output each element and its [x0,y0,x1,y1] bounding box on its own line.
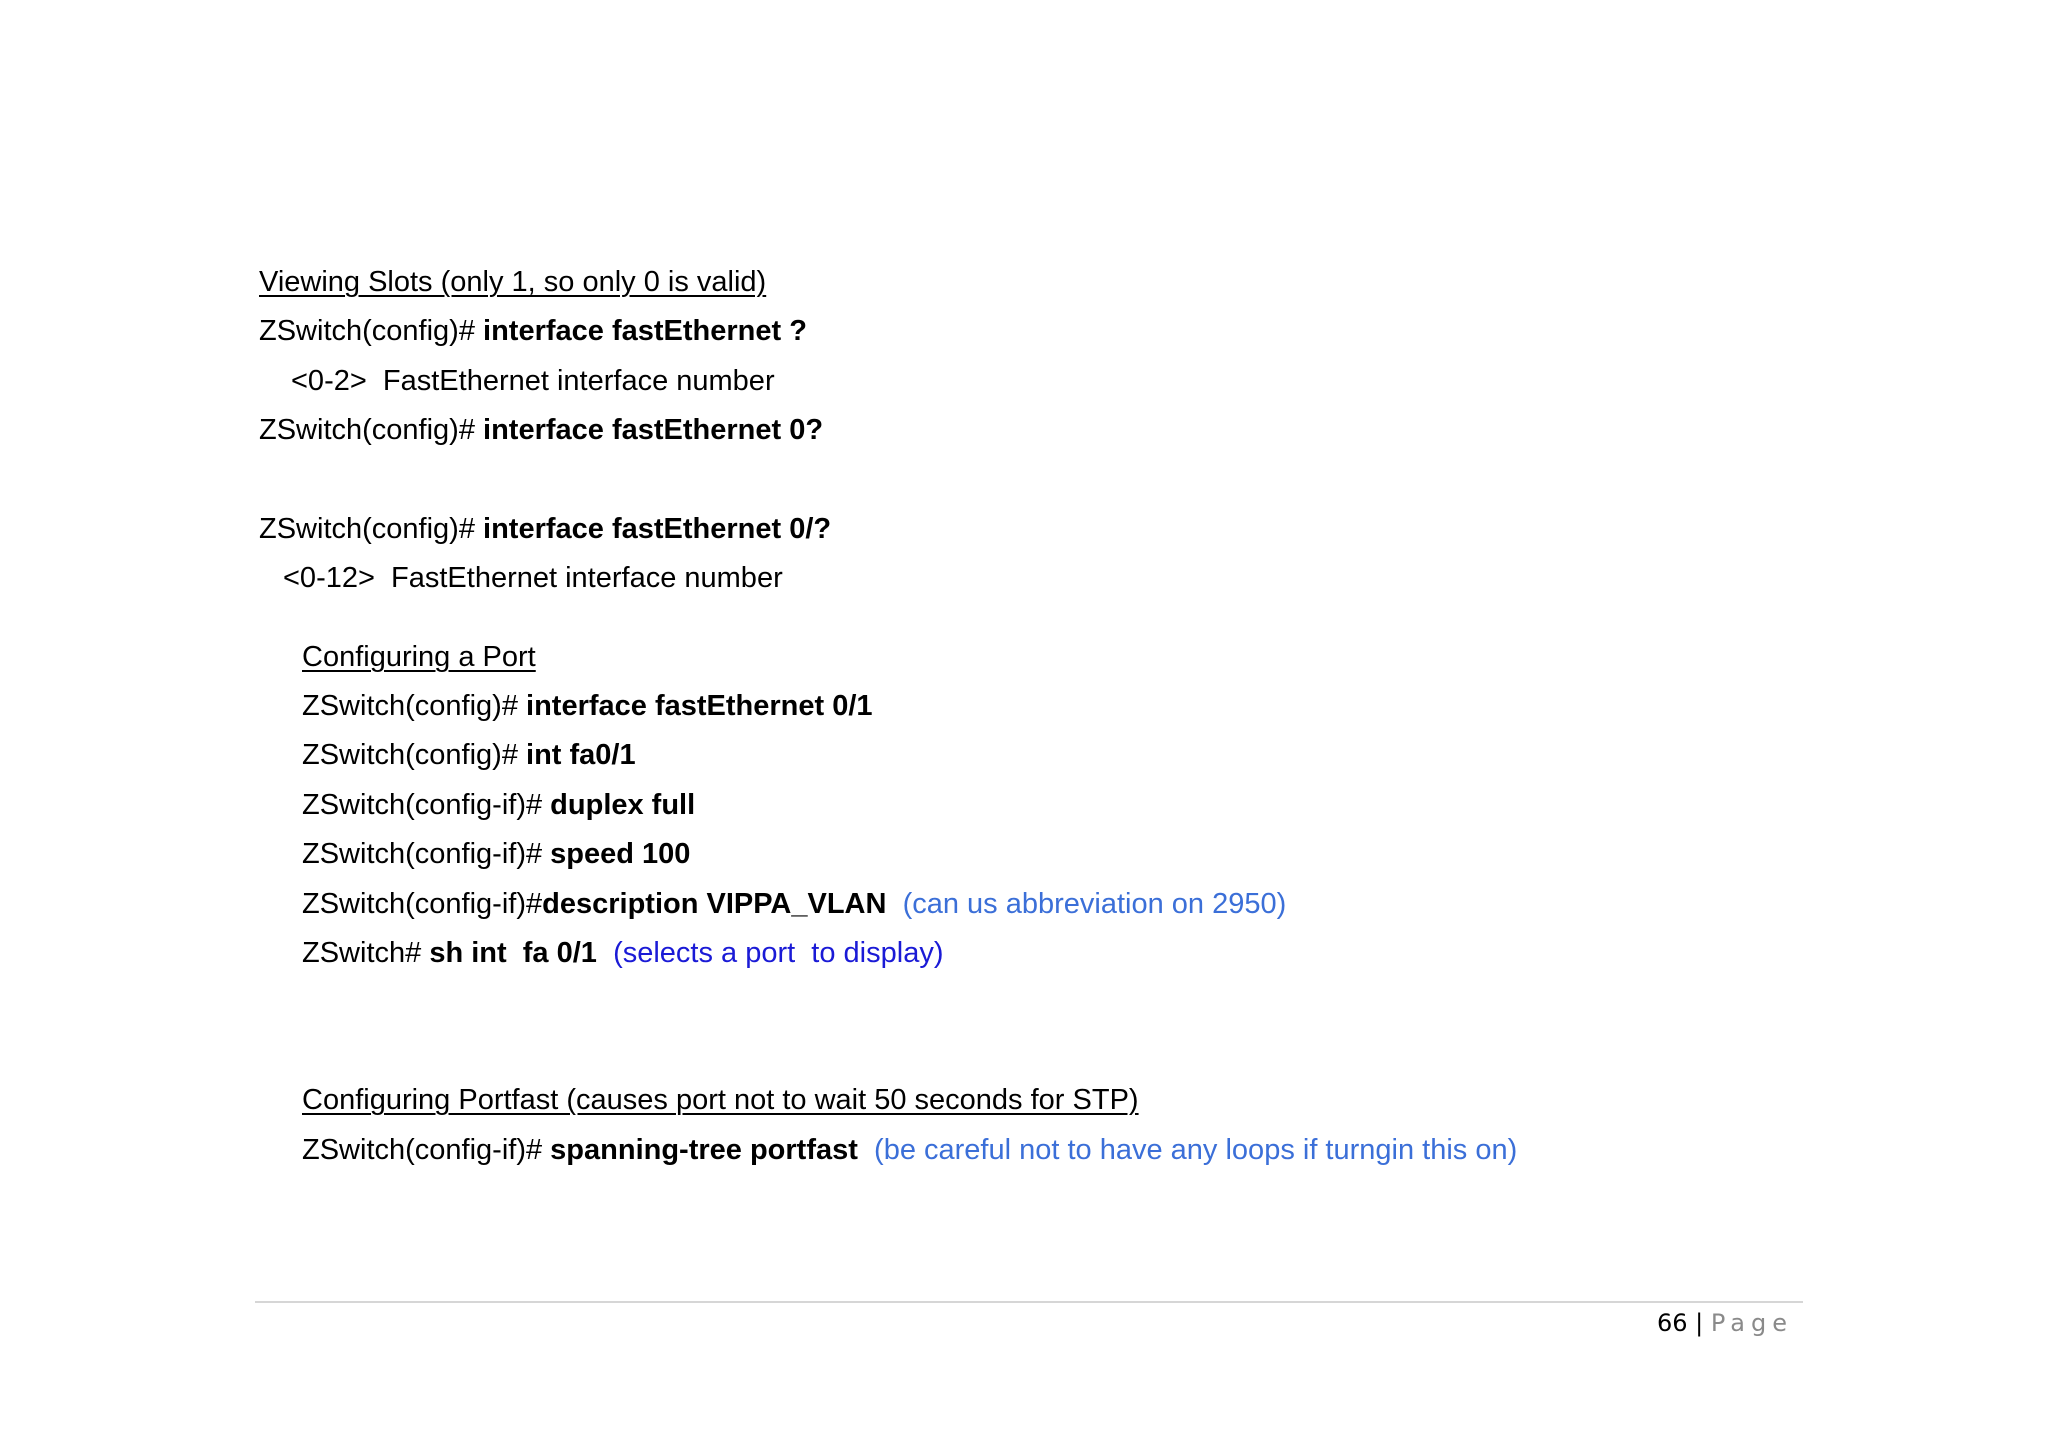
cli-command: interface fastEthernet 0/? [483,513,832,545]
port-line-4 [302,837,690,871]
cli-prompt: ZSwitch(config)# [259,414,484,446]
slots-line-3 [259,512,831,546]
cli-prompt: ZSwitch(config)# [302,739,527,771]
page-footer [1657,1307,1793,1339]
port-line-3 [302,788,695,822]
cli-note: (can us abbreviation on 2950) [902,888,1287,920]
cli-prompt: ZSwitch(config-if)# [302,838,551,870]
page-label: Page [1710,1309,1793,1337]
slots-output-1: <0-2> FastEthernet interface number [291,365,775,397]
slots-output-2: <0-12> FastEthernet interface number [283,562,783,594]
port-line-2 [302,738,636,772]
cli-prompt: ZSwitch(config-if)# [302,789,551,821]
port-line-1 [302,689,873,723]
cli-prompt: ZSwitch# [302,937,430,969]
port-line-6 [302,936,943,970]
footer-divider [255,1301,1803,1303]
cli-prompt: ZSwitch(config)# [259,513,484,545]
cli-command: description VIPPA_VLAN [542,888,887,920]
slots-line-2 [259,413,823,447]
cli-command: interface fastEthernet ? [483,315,807,347]
cli-command: spanning-tree portfast [550,1134,858,1166]
cli-command: interface fastEthernet 0? [483,414,824,446]
portfast-heading: Configuring Portfast (causes port not to wait 50 seconds for STP) [302,1084,1139,1116]
page-number: 66 [1657,1309,1688,1337]
cli-note: (be careful not to have any loops if turngin this on) [874,1134,1518,1166]
cli-prompt: ZSwitch(config)# [259,315,484,347]
cli-prompt: ZSwitch(config)# [302,690,527,722]
cli-command: duplex full [550,789,696,821]
portfast-line-1 [302,1133,1517,1167]
cli-command: sh int fa 0/1 [429,937,597,969]
cli-prompt: ZSwitch(config-if)# [302,1134,551,1166]
cli-command: interface fastEthernet 0/1 [526,690,873,722]
port-heading: Configuring a Port [302,641,536,673]
page-separator: | [1687,1309,1711,1337]
cli-command: int fa0/1 [526,739,636,771]
slots-heading: Viewing Slots (only 1, so only 0 is valid) [259,266,767,298]
cli-prompt: ZSwitch(config-if)# [302,888,543,920]
slots-line-1 [259,314,807,348]
cli-command: speed 100 [550,838,691,870]
port-line-5 [302,887,1286,921]
cli-note: (selects a port to display) [613,937,944,969]
